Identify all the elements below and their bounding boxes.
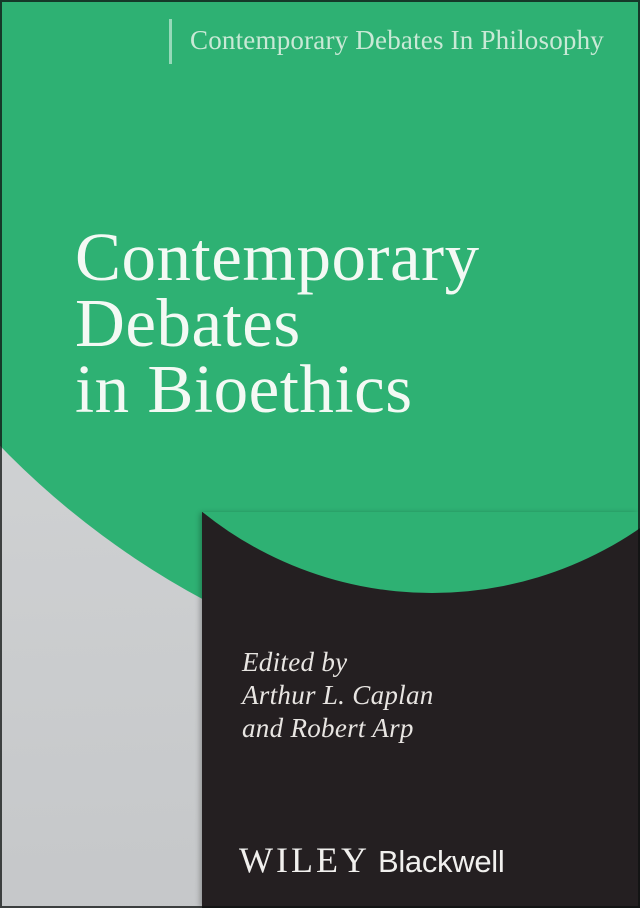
series-divider-bar (169, 19, 172, 64)
black-panel (202, 512, 640, 908)
series-title: Contemporary Debates In Philosophy (190, 25, 604, 55)
wiley-wordmark: WILEY (239, 840, 370, 880)
edited-by-label: Edited by (242, 647, 348, 677)
blackwell-wordmark: Blackwell (377, 844, 505, 879)
publisher-logo (239, 839, 504, 881)
book-title (75, 219, 480, 427)
book-title-line-1: Contemporary (75, 219, 480, 295)
green-circle-overlap (202, 512, 640, 593)
book-title-line-2: Debates (75, 285, 301, 361)
editor-name-2: and Robert Arp (242, 713, 414, 743)
editor-name-1: Arthur L. Caplan (242, 680, 434, 710)
series-header (169, 18, 604, 64)
book-title-line-3: in Bioethics (75, 351, 413, 427)
editors-block (242, 646, 434, 745)
